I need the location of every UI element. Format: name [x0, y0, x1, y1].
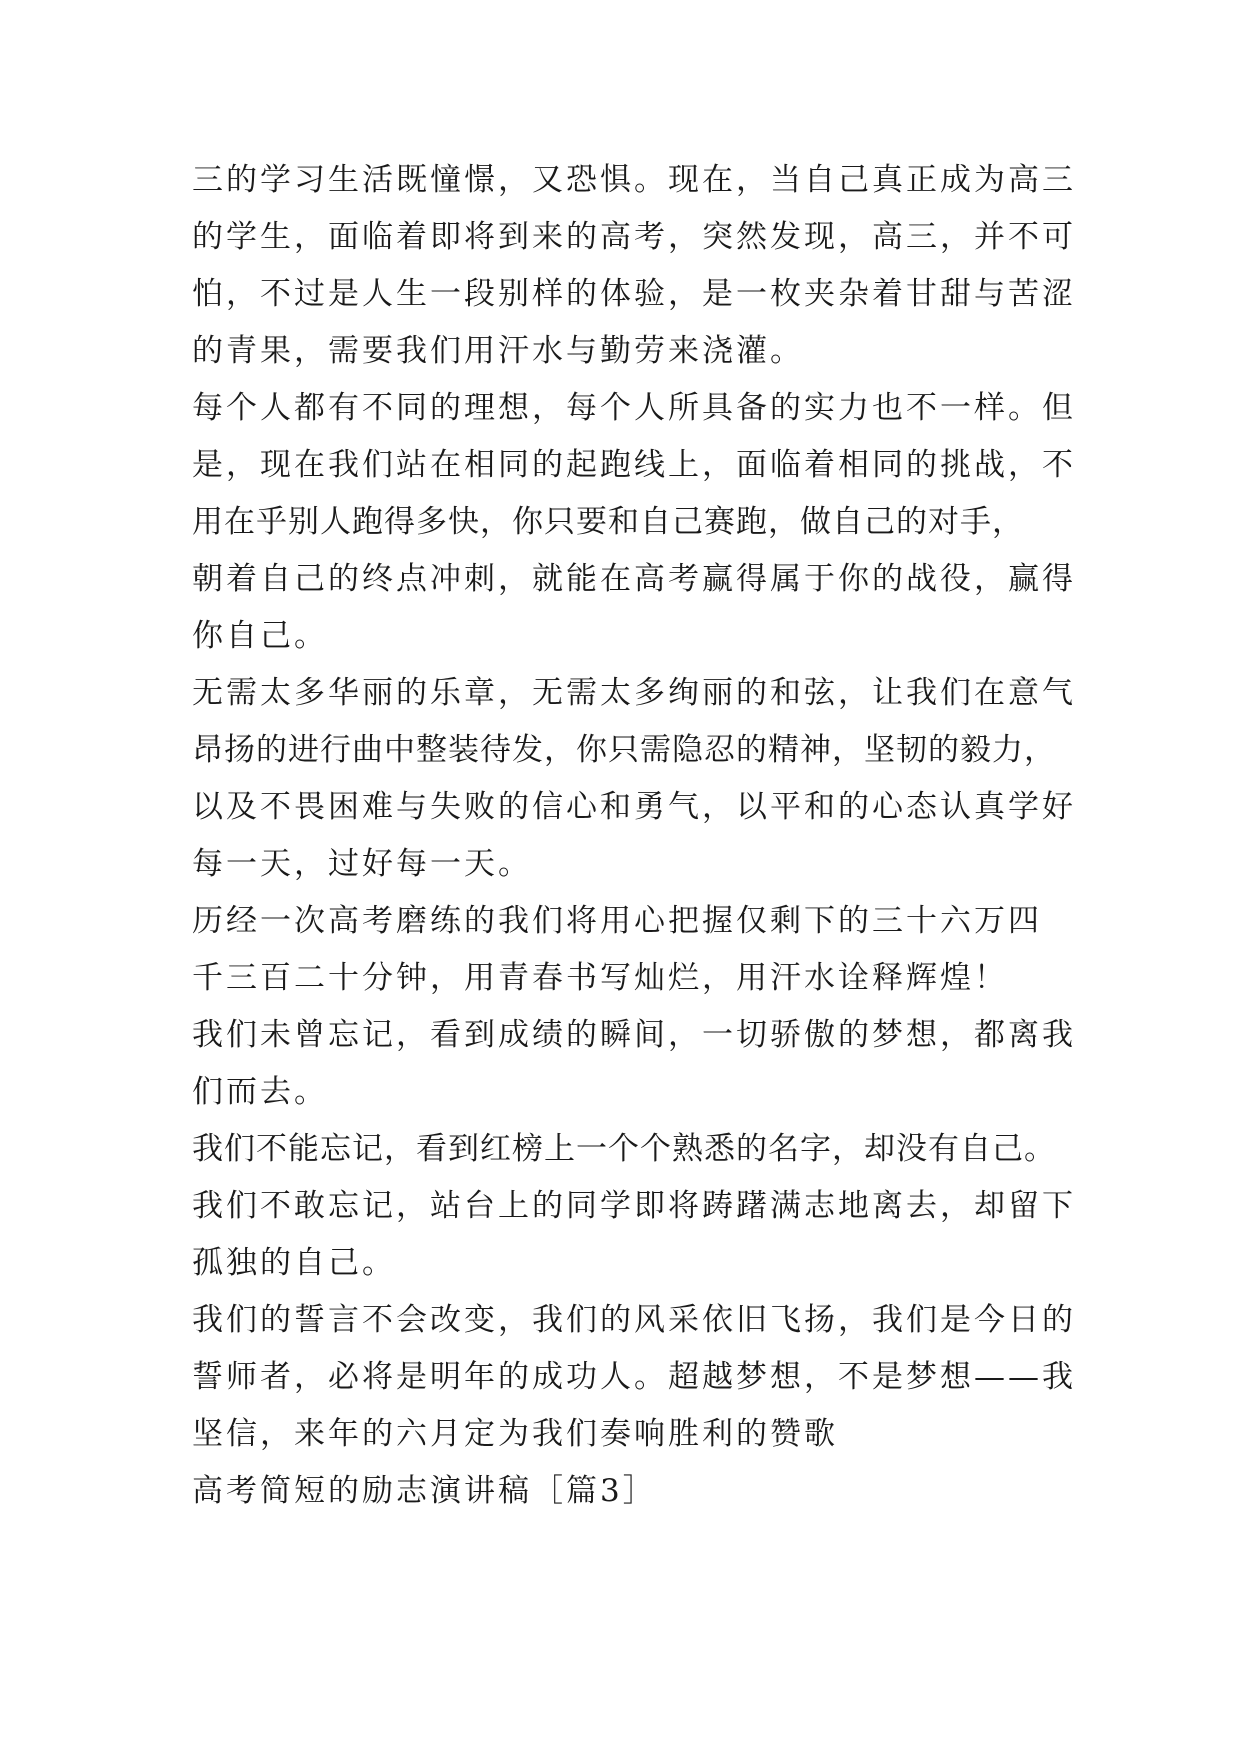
text-line: 我们未曾忘记，看到成绩的瞬间，一切骄傲的梦想，都离我: [192, 1017, 1076, 1053]
text-line: 朝着自己的终点冲刺，就能在高考赢得属于你的战役，赢得: [192, 561, 1076, 597]
text-line: 无需太多华丽的乐章，无需太多绚丽的和弦，让我们在意气: [192, 675, 1076, 711]
text-line: 三的学习生活既憧憬，又恐惧。现在，当自己真正成为高三: [192, 162, 1076, 198]
text-line: 们而去。: [192, 1074, 328, 1110]
text-line: 是，现在我们站在相同的起跑线上，面临着相同的挑战，不: [192, 447, 1076, 483]
text-line: 我们不能忘记，看到红榜上一个个熟悉的名字，却没有自己。: [192, 1131, 1056, 1167]
text-line: 昂扬的进行曲中整装待发，你只需隐忍的精神，坚韧的毅力，: [192, 732, 1056, 768]
document-body: [192, 152, 1076, 1520]
section-heading: 高考简短的励志演讲稿［篇3］: [192, 1473, 657, 1509]
text-line: 我们不敢忘记，站台上的同学即将踌躇满志地离去，却留下: [192, 1188, 1076, 1224]
text-line: 千三百二十分钟，用青春书写灿烂，用汗水诠释辉煌！: [192, 960, 1008, 996]
text-line: 历经一次高考磨练的我们将用心把握仅剩下的三十六万四: [192, 903, 1042, 939]
text-line: 的青果，需要我们用汗水与勤劳来浇灌。: [192, 333, 804, 369]
text-line: 每一天，过好每一天。: [192, 846, 532, 882]
text-line: 誓师者，必将是明年的成功人。超越梦想，不是梦想——我: [192, 1359, 1076, 1395]
text-line: 你自己。: [192, 618, 328, 654]
text-line: 孤独的自己。: [192, 1245, 396, 1281]
text-line: 怕，不过是人生一段别样的体验，是一枚夹杂着甘甜与苦涩: [192, 276, 1076, 312]
text-line: 用在乎别人跑得多快，你只要和自己赛跑，做自己的对手，: [192, 504, 1024, 540]
text-line: 以及不畏困难与失败的信心和勇气，以平和的心态认真学好: [192, 789, 1076, 825]
text-line: 的学生，面临着即将到来的高考，突然发现，高三，并不可: [192, 219, 1076, 255]
text-line: 每个人都有不同的理想，每个人所具备的实力也不一样。但: [192, 390, 1076, 426]
text-line: 坚信，来年的六月定为我们奏响胜利的赞歌: [192, 1416, 838, 1452]
text-line: 我们的誓言不会改变，我们的风采依旧飞扬，我们是今日的: [192, 1302, 1076, 1338]
